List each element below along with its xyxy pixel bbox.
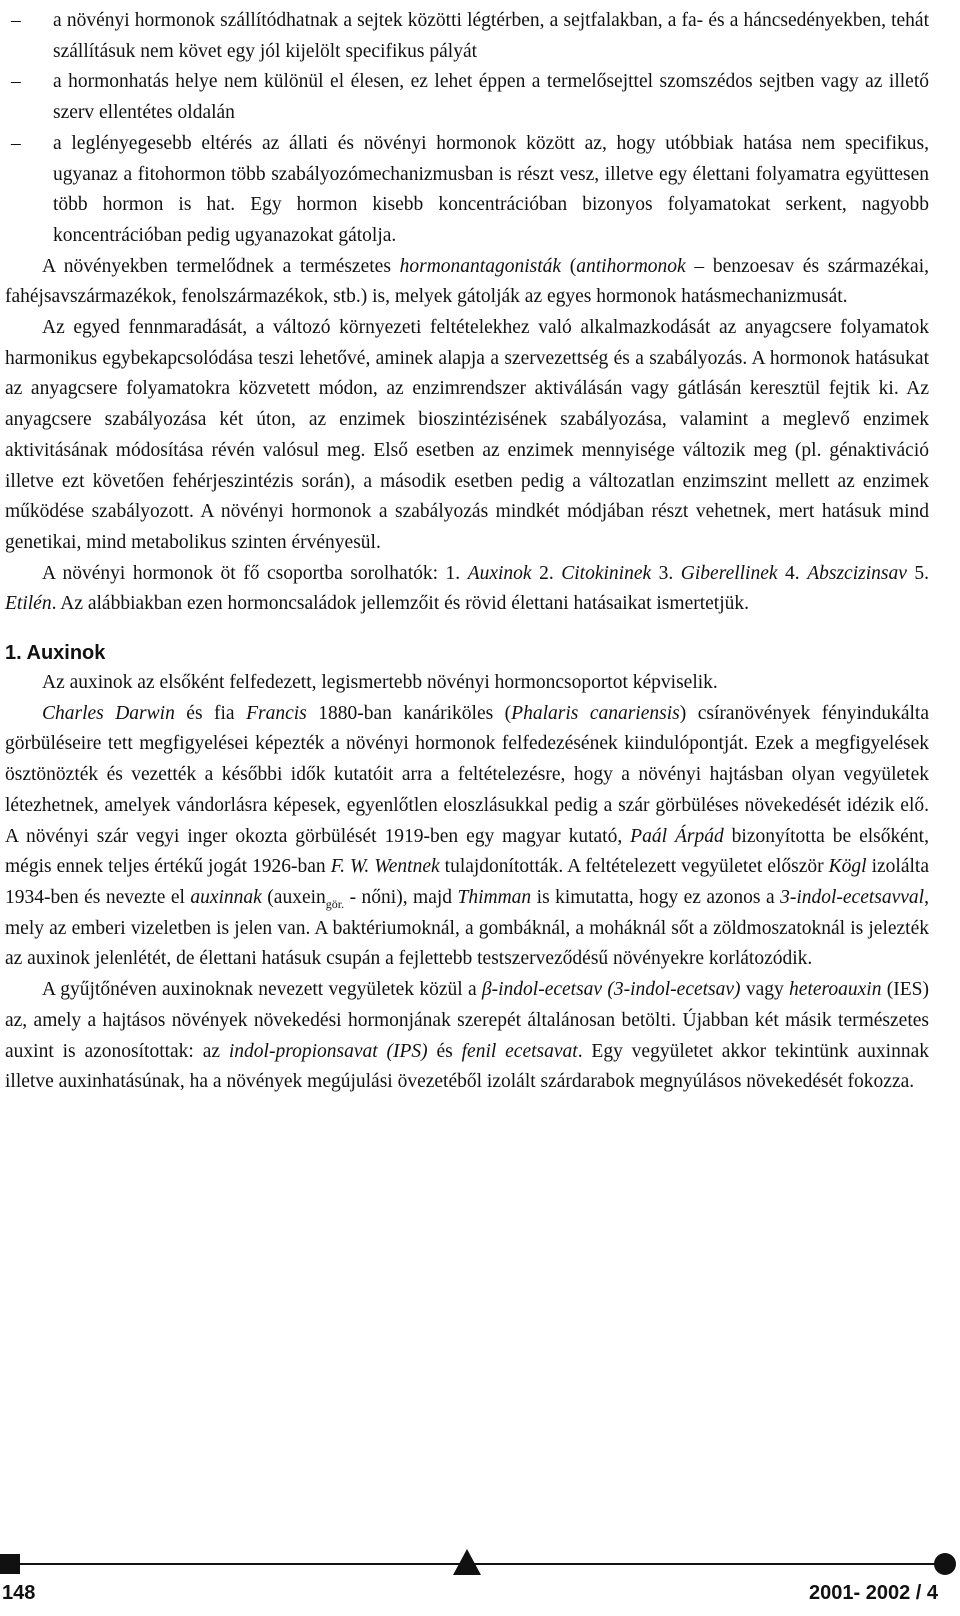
paragraph-regulation: Az egyed fennmaradását, a változó környezeti feltételekhez való alkalmazkodását az anyagcsere folyamatok harmonikus egybekapcsolódása teszi lehetővé, aminek alapja a szervezettség és a szabályozás. A hormonok hatásukat az anyagcsere folyamatokra közvetett módon, az enzimrendszer aktiválásán vagy gátlásán keresztül fejtik ki. Az anyagcsere szabályozása két úton, az enzimek bioszintézisének szabályozása, valamint a meglevő enzimek aktivitásának módosítása révén valósul meg. Első esetben az enzimek mennyisége változik meg (pl. génaktiváció illetve ezt követően fehérjeszintézis során), a második esetben pedig a változatlan enzimszint mellett az enzimek működése szabályozott. A növényi hormonok a szabályozás mindkét módjában részt vehetnek, mert hatásuk mind genetikai, mind metabolikus szinten érvényesül. xyxy=(5,317,929,553)
list-item-text: a hormonhatás helye nem különül el élesen, ez lehet éppen a termelősejttel szomszédos sejtben vagy az illető szerv ellentétes oldalán xyxy=(53,71,929,124)
paragraph-auxin-intro: Az auxinok az elsőként felfedezett, legismertebb növényi hormoncsoportot képviselik. xyxy=(42,672,718,694)
person-name: F. W. Wentnek xyxy=(330,856,440,878)
square-marker-icon xyxy=(0,1554,20,1574)
paragraph-antagonists: A növényekben termelődnek a természetes hormonantagonisták (antihormonok – benzoesav és származékai, fahéjsavszármazékok, fenolszármazékok, stb.) is, melyek gátolják az egyes hormonok hatásmechanizmusát. xyxy=(5,255,929,308)
term: 3-indol-ecetsavval xyxy=(780,886,925,908)
species-name: Phalaris canariensis xyxy=(511,702,680,724)
person-name: Paál Árpád xyxy=(630,825,724,847)
dash-bullet: – xyxy=(11,132,21,154)
paragraph-auxin-history: Charles Darwin és fia Francis 1880-ban kanáriköles (Phalaris canariensis) csíranövények fényindukálta görbüléseire tett megfigyelései képezték a növényi hormonok felfedezésének kiindulópontját. Ezek a megfigyelések ösztönözték és vezették a későbbi idők kutatóit arra a feltételezésre, hogy a növényi hajtásban olyan vegyületek létezhetnek, amelyek vándorlásra képesek, egyenlőtlen eloszlásukkal pedig a szár görbüléses növekedését idézik elő. A növényi szár vegyi inger okozta görbülését 1919-ben egy magyar kutató, Paál Árpád bizonyította be elsőként, mégis ennek teljes értékű jogát 1926-ban F. W. Wentnek tulajdonították. A feltételezett vegyületet először Kögl izolálta 1934-ben és nevezte el auxinnak (auxein$_{gör.}$ - nőni), majd Thimman is kimutatta, hogy ez azonos a 3-indol-ecetsavval, mely az emberi vizeletben is jelen van. A baktériumoknál, a gombáknál, a moháknál sőt a zöldmoszatoknál is jelezték az auxinok jelenlétét, de élettani hatásuk csupán a fejlettebb testszerveződésű növényekre korlátozódik. xyxy=(5,702,930,970)
page-number: 148 xyxy=(2,1582,36,1604)
list-item-text: a növényi hormonok szállítódhatnak a sejtek közötti légtérben, a sejtfalakban, a fa- és a háncsedényekben, tehát szállításuk nem követ egy jól kijelölt specifikus pályát xyxy=(53,10,929,62)
term: Etilén xyxy=(5,593,52,615)
term: fenil ecetsavat xyxy=(461,1040,578,1062)
subscript: gör. xyxy=(325,896,345,911)
list-item xyxy=(5,6,929,67)
person-name: Francis xyxy=(246,702,307,724)
page-footer xyxy=(0,1532,960,1616)
article-body xyxy=(5,6,929,1098)
person-name: Charles Darwin xyxy=(42,702,175,724)
term: auxinnak xyxy=(190,886,262,908)
issue-number: 2001- 2002 / 4 xyxy=(809,1582,938,1604)
triangle-marker-icon xyxy=(453,1549,481,1575)
term: β-indol-ecetsav (3-indol-ecetsav) xyxy=(481,979,741,1001)
term: hormonantagonisták xyxy=(399,255,562,277)
paragraph-hormone-groups: A növényi hormonok öt fő csoportba sorolhatók: 1. Auxinok 2. Citokininek 3. Giberellinek 4. Abszcizinsav 5. Etilén. Az alábbiakban ezen hormoncsaládok jellemzőit és rövid élettani hatásaikat ismertetjük. xyxy=(5,562,930,615)
term: Citokininek xyxy=(561,562,652,584)
circle-marker-icon xyxy=(934,1553,956,1575)
term: heteroauxin xyxy=(789,979,882,1001)
section-heading: 1. Auxinok xyxy=(5,642,106,665)
term: Abszcizinsav xyxy=(807,562,907,584)
list-item xyxy=(5,129,929,252)
term: Auxinok xyxy=(467,562,532,584)
person-name: Thimman xyxy=(457,886,532,908)
dash-bullet: – xyxy=(11,71,21,93)
person-name: Kögl xyxy=(828,856,867,878)
term: Giberellinek xyxy=(680,562,778,584)
list-item-text: a leglényegesebb eltérés az állati és növényi hormonok között az, hogy utóbbiak hatása nem specifikus, ugyanaz a fitohormon több szabályozómechanizmusban is részt vesz, illetve egy élettani folyamatra együttesen több hormon is hat. Egy hormon kisebb koncentrációban bizonyos folyamatokat serkent, nagyobb koncentrációban pedig ugyanazokat gátolja. xyxy=(53,132,929,246)
term: indol-propionsavat (IPS) xyxy=(228,1040,428,1062)
paragraph-auxin-types: A gyűjtőnéven auxinoknak nevezett vegyületek közül a β-indol-ecetsav (3-indol-ecetsav) vagy heteroauxin (IES) az, amely a hajtásos növények növekedési hormonjának szerepét általánosan betölti. Újabban két másik természetes auxint is azonosítottak: az indol-propionsavat (IPS) és fenil ecetsavat. Egy vegyületet akkor tekintünk auxinnak illetve auxinhatásúnak, ha a növények megújulási övezetéből izolált szárdarabok megnyúlásos növekedését fokozza. xyxy=(5,979,930,1093)
term: antihormonok xyxy=(576,255,686,277)
list-item xyxy=(5,67,929,128)
dash-bullet: – xyxy=(11,10,21,31)
